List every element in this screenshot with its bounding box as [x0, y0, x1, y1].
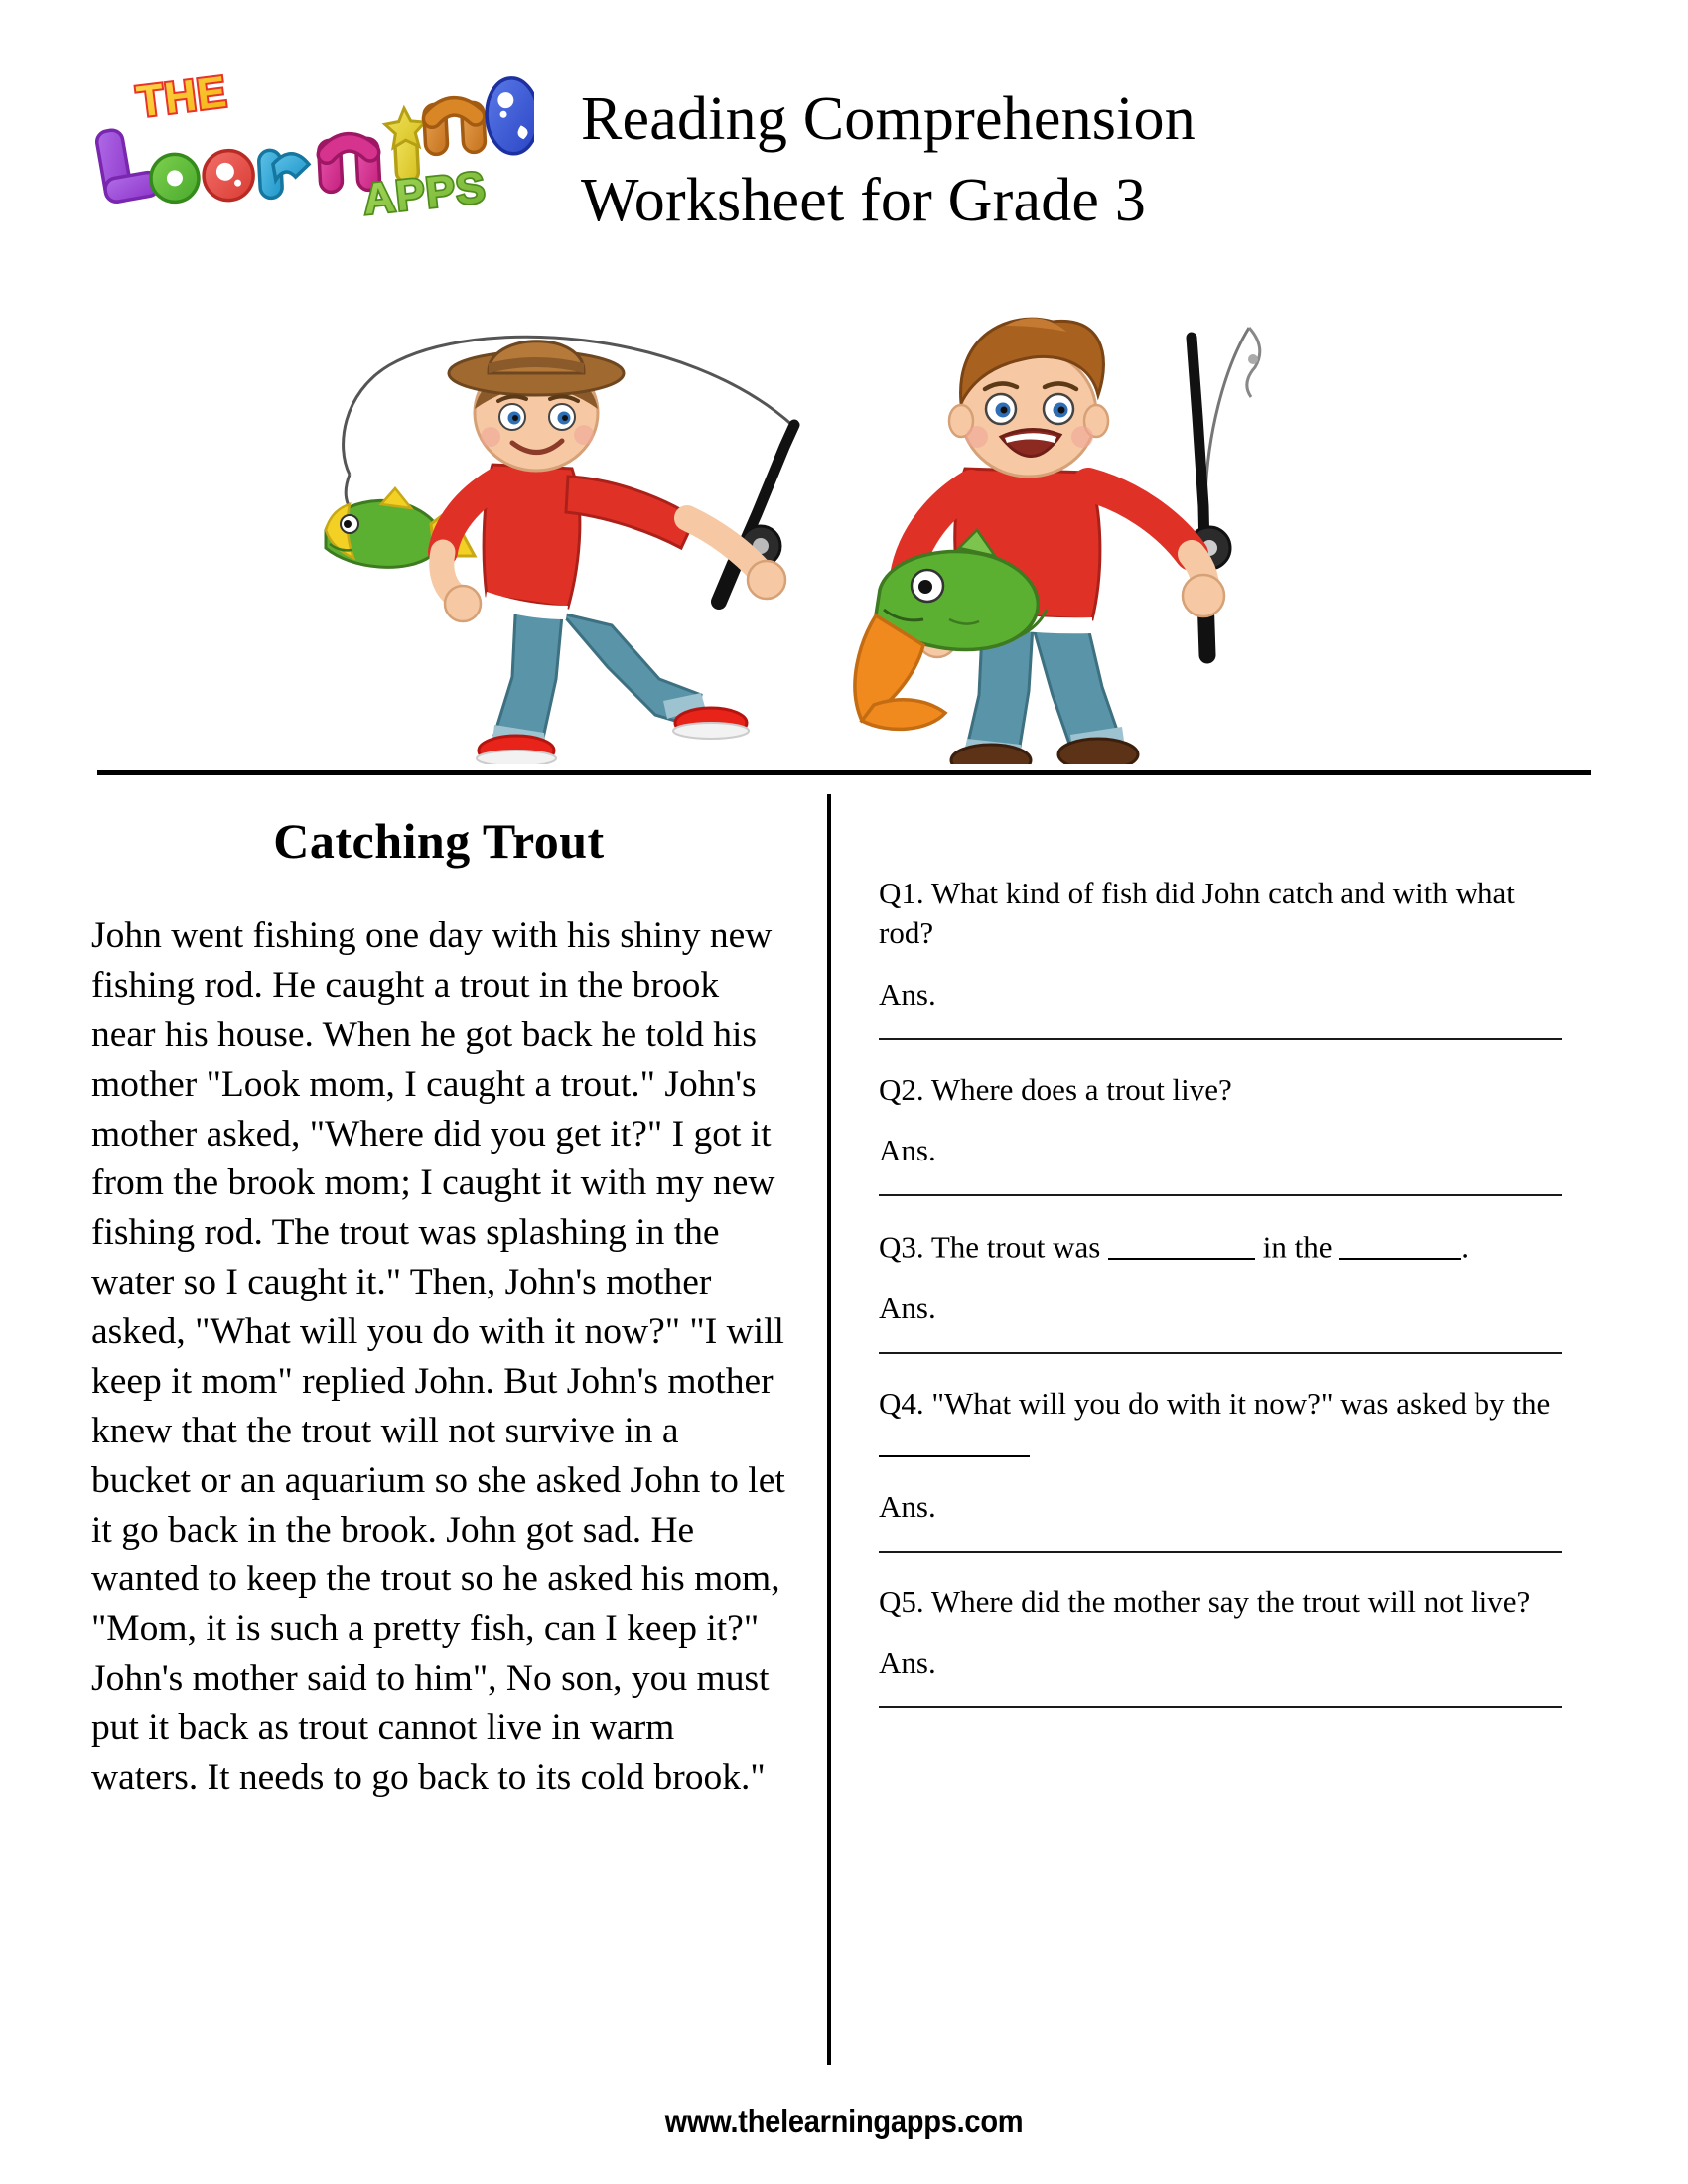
the-learning-apps-logo: [77, 42, 534, 250]
answer-line-q2[interactable]: [879, 1194, 1562, 1196]
question-q3-after: .: [1461, 1229, 1470, 1265]
question-text-q2: Q2. Where does a trout live?: [879, 1071, 1232, 1107]
page-title-line2: Worksheet for Grade 3: [581, 166, 1147, 234]
answer-label-q5: Ans.: [879, 1645, 936, 1681]
question-text-q1: Q1. What kind of fish did John catch and with what rod?: [879, 876, 1515, 951]
answer-label-q1: Ans.: [879, 976, 936, 1012]
question-block-q4: [879, 1384, 1574, 1552]
column-divider: [827, 794, 831, 2065]
page-title: [581, 79, 1574, 242]
answer-line-q5[interactable]: [879, 1706, 1562, 1708]
page-title-line1: Reading Comprehension: [581, 85, 1196, 153]
question-block-q3: [879, 1226, 1574, 1354]
question-q3-blank-2[interactable]: [1339, 1226, 1461, 1260]
two-boys-fishing-clipart: [0, 298, 1688, 764]
answer-line-q3[interactable]: [879, 1352, 1562, 1354]
svg-text:THE: THE: [134, 67, 230, 127]
svg-text:APPS: APPS: [360, 163, 489, 224]
left-fishing-boy-scene: [326, 337, 794, 764]
right-fishing-boy-scene: [855, 318, 1260, 764]
story-title: Catching Trout: [273, 813, 605, 869]
question-block-q5: [879, 1582, 1574, 1708]
story-body: John went fishing one day with his shiny new fishing rod. He caught a trout in the brook near his house. When he got back he told his mother "Look mom, I caught a trout." John's mother asked, "Where did you get it?" I got it from the brook mom; I caught it with my new fishing rod. The trout was splashing in the water so I caught it." Then, John's mother asked, "What will you do with it now?" "I will keep it mom" replied John. But John's mother knew that the trout will not survive in a bucket or an aquarium so she asked John to let it go back in the brook. John got sad. He wanted to keep the trout so he asked his mom, "Mom, it is such a pretty fish, can I keep it?" John's mother said to him", No son, you must put it back as trout cannot live in warm waters. It needs to go back to its cold brook.": [91, 915, 785, 1798]
question-q3-before: Q3. The trout was: [879, 1229, 1109, 1265]
footer-website-link[interactable]: www.thelearningapps.com: [664, 2103, 1024, 2139]
question-block-q1: [879, 874, 1574, 1040]
answer-label-q3: Ans.: [879, 1291, 936, 1326]
page-header: [0, 0, 1688, 318]
question-text-q3: [879, 1226, 1574, 1268]
question-q4-blank-1[interactable]: [879, 1425, 1030, 1458]
question-block-q2: [879, 1070, 1574, 1196]
question-q3-middle: in the: [1255, 1229, 1340, 1265]
answer-label-q2: Ans.: [879, 1133, 936, 1168]
answer-line-q1[interactable]: [879, 1038, 1562, 1040]
question-text-q5: Q5. Where did the mother say the trout will not live?: [879, 1583, 1531, 1619]
header-divider: [97, 770, 1591, 775]
page-footer: [0, 2103, 1688, 2140]
answer-label-q4: Ans.: [879, 1488, 936, 1524]
answer-line-q4[interactable]: [879, 1551, 1562, 1553]
story-column: [91, 812, 786, 1803]
question-text-q4: [879, 1384, 1574, 1465]
questions-column: [879, 874, 1574, 1738]
question-q4-before: Q4. "What will you do with it now?" was asked by the: [879, 1386, 1551, 1422]
question-q3-blank-1[interactable]: [1108, 1226, 1255, 1260]
